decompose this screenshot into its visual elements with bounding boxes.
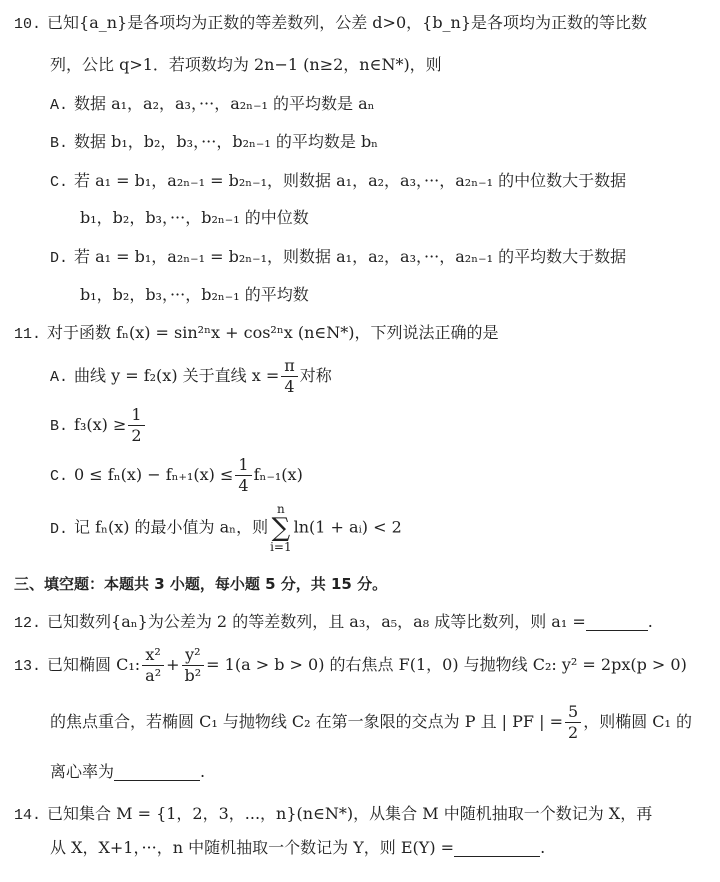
q13-frac-y-num: y² <box>182 647 205 666</box>
q11-option-d-summation <box>270 503 292 553</box>
q12-line <box>14 610 653 636</box>
q10-stem-line2: 列，公比 q>1．若项数均为 2n−1 (n≥2，n∈N*)，则 <box>50 55 442 74</box>
q13-line2 <box>50 700 692 744</box>
q12-answer-blank[interactable] <box>586 612 648 631</box>
q11-option-c <box>50 455 303 497</box>
q11-option-a <box>50 356 332 398</box>
q13-number: 13. <box>14 658 42 675</box>
q13-line1 <box>14 643 687 689</box>
q12-end: . <box>647 612 653 631</box>
q10-option-a-text: 数据 a₁，a₂，a₃，···，a₂ₙ₋₁ 的平均数是 aₙ <box>74 94 375 113</box>
q13-pre: 已知椭圆 C₁: <box>47 655 141 674</box>
q11-option-d-label: D. <box>50 520 69 538</box>
q11-option-c-label: C. <box>50 468 69 485</box>
q13-mid: = 1(a > b > 0) 的右焦点 F(1，0) 与抛物线 C₂: y² = 2px(p > 0) <box>206 655 687 674</box>
section-3-title: 三、填空题：本题共 3 小题，每小题 5 分，共 15 分。 <box>14 575 388 593</box>
q11-option-a-fraction <box>281 358 298 395</box>
q11-option-b-frac-den: 2 <box>131 426 142 445</box>
q11-option-c-fraction <box>235 457 251 494</box>
q11-option-c-frac-den: 4 <box>238 476 249 495</box>
q13-fraction-x <box>142 647 164 684</box>
q11-option-b-pre: f₃(x) ≥ <box>74 415 127 434</box>
q13-frac-pf-num: 5 <box>565 704 581 723</box>
q14-text-line2: 从 X，X+1，···，n 中随机抽取一个数记为 Y，则 E(Y) = <box>50 838 455 857</box>
q10-option-a-label: A. <box>50 97 69 114</box>
q13-fraction-pf <box>565 704 581 741</box>
q11-option-a-frac-num: π <box>281 358 298 377</box>
q10-line1 <box>14 11 647 37</box>
q10-option-d-cont <box>80 283 309 307</box>
q13-plus: + <box>166 655 180 674</box>
q11-option-d <box>50 503 402 554</box>
section-3-heading <box>14 572 387 596</box>
q11-line1 <box>14 321 499 347</box>
q11-option-d-pre: 记 fₙ(x) 的最小值为 aₙ，则 <box>74 517 269 537</box>
q13-frac-x-num: x² <box>142 647 164 666</box>
q10-option-c-text2: b₁，b₂，b₃，···，b₂ₙ₋₁ 的中位数 <box>80 208 309 227</box>
q14-line1 <box>14 802 652 828</box>
q13-line2-post: ，则椭圆 C₁ 的 <box>583 712 693 731</box>
q13-end: . <box>200 762 206 781</box>
q11-option-a-frac-den: 4 <box>284 377 295 396</box>
q14-line2 <box>50 836 545 860</box>
q10-stem-line1: 已知{a_n}是各项均为正数的等差数列，公差 d>0，{b_n}是各项均为正数的等比数 <box>47 13 648 32</box>
q13-line3 <box>50 760 205 784</box>
q14-number: 14. <box>14 807 42 824</box>
q14-text-line1: 已知集合 M = {1，2，3，...，n}(n∈N*)，从集合 M 中随机抽取一个数记为 X，再 <box>47 804 653 823</box>
q13-fraction-y <box>182 647 205 684</box>
sigma-icon: ∑ <box>271 513 291 543</box>
q12-text: 已知数列{aₙ}为公差为 2 的等差数列，且 a₃，a₅，a₈ 成等比数列，则 a₁ = <box>47 612 586 631</box>
q11-option-c-frac-num: 1 <box>235 457 251 476</box>
q11-option-a-pre: 曲线 y = f₂(x) 关于直线 x = <box>74 366 280 385</box>
q13-frac-y-den: b² <box>184 666 202 685</box>
q10-option-d-text2: b₁，b₂，b₃，···，b₂ₙ₋₁ 的平均数 <box>80 285 309 304</box>
q13-frac-x-den: a² <box>145 666 162 685</box>
q10-option-c <box>50 169 626 195</box>
q13-answer-blank[interactable] <box>114 762 200 781</box>
q10-line2 <box>50 53 442 77</box>
q10-option-d-label: D. <box>50 250 69 267</box>
q13-line2-pre: 的焦点重合，若椭圆 C₁ 与抛物线 C₂ 在第一象限的交点为 P 且 | PF | = <box>50 712 563 731</box>
q10-option-c-cont <box>80 206 309 230</box>
q10-option-c-text1: 若 a₁ = b₁，a₂ₙ₋₁ = b₂ₙ₋₁，则数据 a₁，a₂，a₃，···，a₂ₙ₋₁ 的中位数大于数据 <box>74 171 627 190</box>
q13-line3-text: 离心率为 <box>50 762 115 781</box>
q11-option-b-label: B. <box>50 418 69 435</box>
q11-option-d-post: ln(1 + aᵢ) < 2 <box>293 517 402 537</box>
q13-frac-pf-den: 2 <box>568 723 579 742</box>
q11-stem: 对于函数 fₙ(x) = sin²ⁿx + cos²ⁿx (n∈N*)，下列说法正确的是 <box>47 323 499 342</box>
q11-option-b-frac-num: 1 <box>128 407 144 426</box>
q10-option-b-label: B. <box>50 135 69 152</box>
q14-answer-blank[interactable] <box>454 838 540 857</box>
q11-option-b <box>50 405 147 447</box>
q14-end: . <box>540 838 546 857</box>
q11-option-c-pre: 0 ≤ fₙ(x) − fₙ₊₁(x) ≤ <box>74 465 234 484</box>
sum-upper-limit: n <box>276 502 285 516</box>
q12-number: 12. <box>14 615 42 632</box>
q10-option-c-label: C. <box>50 174 69 191</box>
q11-option-b-fraction <box>128 407 144 444</box>
q10-option-b-text: 数据 b₁，b₂，b₃，···，b₂ₙ₋₁ 的平均数是 bₙ <box>74 132 379 151</box>
q11-option-a-label: A. <box>50 369 69 386</box>
q11-option-a-post: 对称 <box>299 366 332 385</box>
q10-option-b <box>50 130 378 156</box>
q10-number: 10. <box>14 16 42 33</box>
q10-option-d <box>50 245 626 271</box>
q11-number: 11. <box>14 326 42 343</box>
q11-option-c-post: fₙ₋₁(x) <box>253 465 303 484</box>
q10-option-d-text1: 若 a₁ = b₁，a₂ₙ₋₁ = b₂ₙ₋₁，则数据 a₁，a₂，a₃，···，a₂ₙ₋₁ 的平均数大于数据 <box>74 247 627 266</box>
sum-lower-limit: i=1 <box>270 540 292 554</box>
q10-option-a <box>50 92 375 118</box>
